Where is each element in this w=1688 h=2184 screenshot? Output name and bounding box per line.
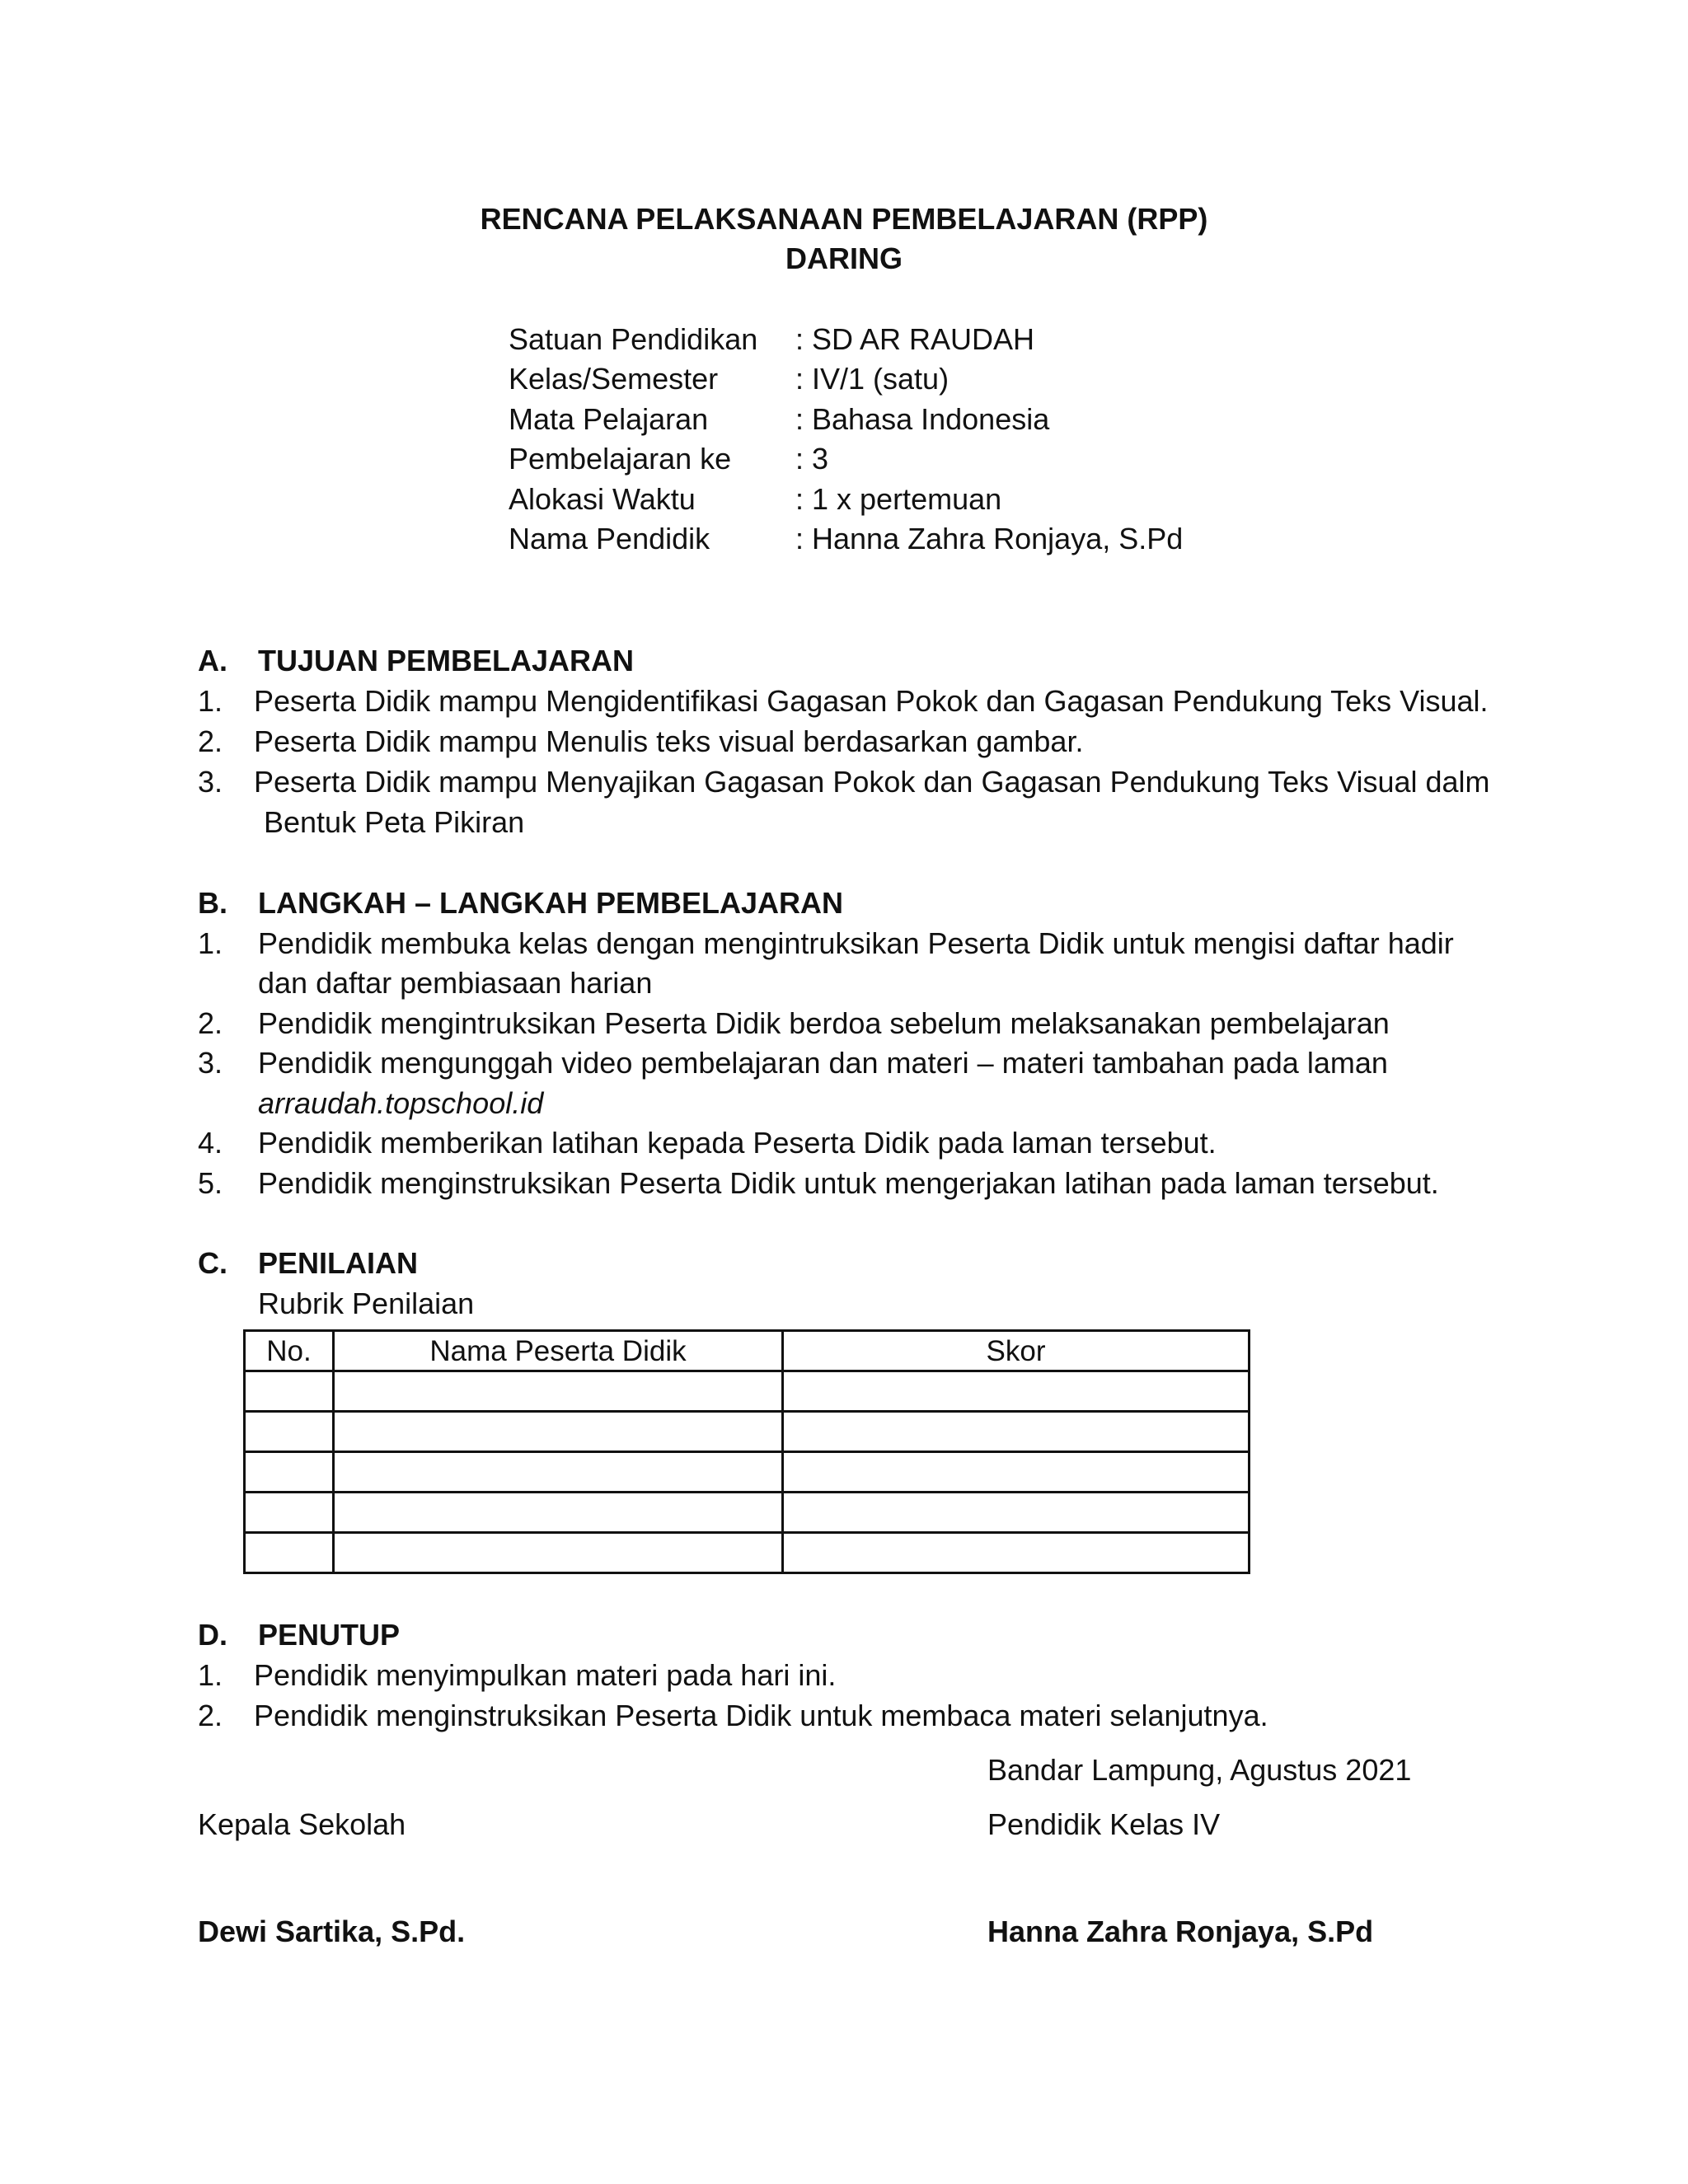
list-number: 1.: [198, 1658, 223, 1692]
list-item-continuation: Bentuk Peta Pikiran: [264, 805, 525, 839]
identity-value: : SD AR RAUDAH: [795, 322, 1035, 356]
section-letter: D.: [198, 1618, 227, 1652]
list-item: Pendidik memberikan latihan kepada Peserta Didik pada laman tersebut.: [258, 1126, 1217, 1160]
table-cell: [334, 1533, 783, 1573]
list-number: 3.: [198, 765, 223, 799]
right-signatory-role: Pendidik Kelas IV: [987, 1807, 1221, 1841]
list-item: Pendidik menginstruksikan Peserta Didik untuk mengerjakan latihan pada laman tersebut.: [258, 1166, 1439, 1200]
identity-value: : Hanna Zahra Ronjaya, S.Pd: [795, 522, 1184, 555]
rubric-table: [243, 1329, 1250, 1574]
section-title: PENILAIAN: [258, 1246, 419, 1280]
table-row: [245, 1493, 1250, 1533]
identity-label: Kelas/Semester: [509, 362, 719, 396]
identity-value: : 3: [795, 442, 829, 476]
identity-value: : Bahasa Indonesia: [795, 402, 1050, 436]
table-row: [245, 1371, 1250, 1412]
list-item: Peserta Didik mampu Mengidentifikasi Gagasan Pokok dan Gagasan Pendukung Teks Visual.: [254, 684, 1489, 718]
table-cell: [334, 1493, 783, 1533]
table-header-cell: Nama Peserta Didik: [334, 1331, 783, 1371]
table-cell: [245, 1533, 334, 1573]
table-header-cell: No.: [245, 1331, 334, 1371]
table-cell: [245, 1493, 334, 1533]
section-title: LANGKAH – LANGKAH PEMBELAJARAN: [258, 886, 844, 920]
section-title: PENUTUP: [258, 1618, 401, 1652]
table-header-row: [245, 1331, 1250, 1371]
section-letter: C.: [198, 1246, 227, 1280]
identity-label: Mata Pelajaran: [509, 402, 709, 436]
list-item: Peserta Didik mampu Menyajikan Gagasan Pokok dan Gagasan Pendukung Teks Visual dalm: [254, 765, 1490, 799]
table-cell: [334, 1412, 783, 1452]
list-number: 1.: [198, 926, 223, 960]
table-cell: [783, 1493, 1250, 1533]
list-item: Pendidik mengunggah video pembelajaran dan materi – materi tambahan pada laman: [258, 1046, 1388, 1080]
table-cell: [783, 1452, 1250, 1493]
place-date: Bandar Lampung, Agustus 2021: [987, 1753, 1412, 1787]
list-number: 4.: [198, 1126, 223, 1160]
rubric-subtitle: Rubrik Penilaian: [258, 1286, 475, 1320]
table-cell: [334, 1452, 783, 1493]
table-cell: [245, 1452, 334, 1493]
table-cell: [783, 1412, 1250, 1452]
table-cell: [245, 1371, 334, 1412]
identity-value: : 1 x pertemuan: [795, 482, 1002, 516]
table-header-cell: Skor: [783, 1331, 1250, 1371]
list-item-link-text: arraudah.topschool.id: [258, 1086, 544, 1120]
section-letter: A.: [198, 644, 227, 677]
table-row: [245, 1452, 1250, 1493]
document-title: RENCANA PELAKSANAAN PEMBELAJARAN (RPP): [480, 202, 1208, 236]
list-number: 2.: [198, 1699, 223, 1732]
list-item-continuation: dan daftar pembiasaan harian: [258, 966, 653, 1000]
list-number: 3.: [198, 1046, 223, 1080]
table-cell: [783, 1533, 1250, 1573]
table-cell: [334, 1371, 783, 1412]
left-signatory-role: Kepala Sekolah: [198, 1807, 406, 1841]
table-cell: [245, 1412, 334, 1452]
list-item: Pendidik mengintruksikan Peserta Didik berdoa sebelum melaksanakan pembelajaran: [258, 1006, 1390, 1040]
identity-label: Nama Pendidik: [509, 522, 710, 555]
right-signatory-name: Hanna Zahra Ronjaya, S.Pd: [987, 1915, 1374, 1948]
list-number: 2.: [198, 724, 223, 758]
section-title: TUJUAN PEMBELAJARAN: [258, 644, 635, 677]
document-subtitle: DARING: [785, 241, 903, 275]
left-signatory-name: Dewi Sartika, S.Pd.: [198, 1915, 466, 1948]
table-row: [245, 1533, 1250, 1573]
list-number: 2.: [198, 1006, 223, 1040]
table-row: [245, 1412, 1250, 1452]
identity-value: : IV/1 (satu): [795, 362, 950, 396]
identity-label: Alokasi Waktu: [509, 482, 696, 516]
list-item: Pendidik menyimpulkan materi pada hari ini.: [254, 1658, 837, 1692]
identity-label: Pembelajaran ke: [509, 442, 732, 476]
section-letter: B.: [198, 886, 227, 920]
list-item: Pendidik menginstruksikan Peserta Didik untuk membaca materi selanjutnya.: [254, 1699, 1268, 1732]
list-number: 5.: [198, 1166, 223, 1200]
list-item: Pendidik membuka kelas dengan mengintruksikan Peserta Didik untuk mengisi daftar hadir: [258, 926, 1454, 960]
list-number: 1.: [198, 684, 223, 718]
list-item: Peserta Didik mampu Menulis teks visual berdasarkan gambar.: [254, 724, 1084, 758]
identity-label: Satuan Pendidikan: [509, 322, 758, 356]
table-cell: [783, 1371, 1250, 1412]
